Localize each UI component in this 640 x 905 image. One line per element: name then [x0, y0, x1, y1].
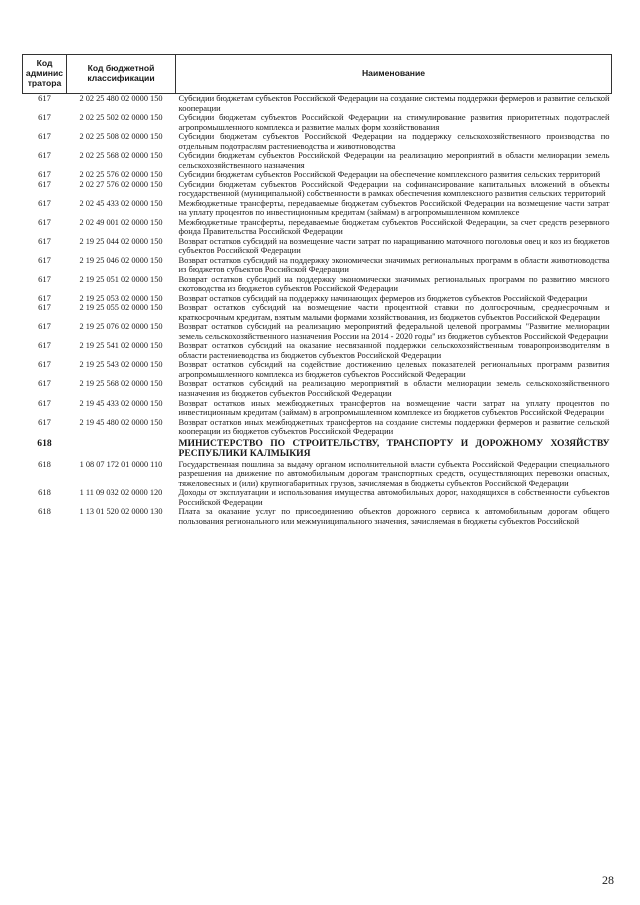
name-cell: Возврат остатков субсидий на поддержку экономически значимых региональных программ по развитию мясного скотоводства из бюджетов субъектов Российской Федерации [178, 273, 610, 294]
name-cell: Субсидии бюджетам субъектов Российской Федерации на софинансирование капитальных вложений в объекты государственной (муниципальной) собственности в рамках обеспечения комплексного развития сельских территорий [178, 178, 610, 199]
admin-code-cell: 617 [38, 93, 51, 103]
table-header-row [23, 55, 612, 94]
budget-code-cell: 2 19 45 480 02 0000 150 [79, 417, 163, 427]
admin-code-cell: 617 [38, 216, 51, 227]
table-row [23, 418, 612, 437]
name-cell: Возврат остатков субсидий на поддержку начинающих фермеров из бюджетов субъектов Российской Федерации [178, 292, 588, 303]
table-row [23, 132, 612, 151]
admin-code-cell: 618 [38, 487, 51, 498]
budget-code-cell: 2 19 45 433 02 0000 150 [79, 398, 163, 408]
admin-code-cell: 618 [38, 506, 51, 517]
admin-code-cell: 617 [38, 112, 51, 123]
admin-code-cell: 617 [38, 397, 51, 408]
name-cell: Субсидии бюджетам субъектов Российской Федерации на поддержку сельскохозяйственного производства по отдельным подотраслям растениеводства и животноводства [178, 131, 610, 151]
table-row [23, 218, 612, 237]
budget-code-cell: 2 19 25 076 02 0000 150 [79, 322, 163, 332]
budget-code-cell: 2 19 25 046 02 0000 150 [79, 255, 163, 265]
admin-code-cell: 617 [38, 340, 51, 351]
name-cell: МИНИСТЕРСТВО ПО СТРОИТЕЛЬСТВУ, ТРАНСПОРТУ И ДОРОЖНОМУ ХОЗЯЙСТВУ РЕСПУБЛИКИ КАЛМЫКИЯ [178, 437, 610, 460]
name-cell: Межбюджетные трансферты, передаваемые бюджетам субъектов Российской Федерации, за счет средств резервного фонда Правительства Российской Федерации [178, 216, 610, 237]
name-cell: Возврат остатков субсидий на возмещение части процентной ставки по долгосрочным, среднесрочным и краткосрочным кредитам, взятым малыми формами хозяйствования, из бюджетов субъектов Российской Федерации [178, 302, 610, 322]
name-cell: Субсидии бюджетам субъектов Российской Федерации на реализацию мероприятий в области мелиорации земель сельскохозяйственного назначения [178, 150, 610, 170]
name-cell: Возврат остатков иных межбюджетных трансфертов на создание системы поддержки фермеров и развитие сельской кооперации из бюджетов субъектов Российской Федерации [178, 416, 610, 437]
budget-code-cell: 2 19 25 044 02 0000 150 [79, 236, 163, 246]
page-number: 28 [602, 873, 614, 887]
table-row [23, 360, 612, 379]
admin-code-cell: 618 [38, 458, 51, 469]
name-cell: Субсидии бюджетам субъектов Российской Федерации на стимулирование развития приоритетных подотраслей агропромышленного комплекса и развитие малых форм хозяйствования [178, 112, 610, 132]
admin-code-cell: 617 [38, 169, 51, 180]
admin-code-cell: 617 [38, 292, 51, 303]
admin-code-cell: 617 [38, 150, 51, 161]
table-row [23, 303, 612, 322]
table-row [23, 399, 612, 418]
budget-code-cell: 1 13 01 520 02 0000 130 [79, 507, 163, 517]
budget-code-cell: 2 19 25 051 02 0000 150 [79, 274, 163, 284]
table-row [23, 488, 612, 507]
admin-code-cell: 617 [38, 359, 51, 370]
table-row [23, 460, 612, 489]
table-row [23, 379, 612, 398]
name-cell: Межбюджетные трансферты, передаваемые бюджетам субъектов Российской Федерации на возмещение части затрат на уплату процентов по инвестиционным кредитам (займам) в агропромышленном комплексе [178, 197, 610, 218]
name-cell: Возврат остатков субсидий на возмещение части затрат по наращиванию маточного поголовья овец и коз из бюджетов субъектов Российской Федерации [178, 235, 610, 256]
table-row [23, 275, 612, 294]
budget-code-cell: 2 02 25 576 02 0000 150 [79, 170, 163, 180]
table-row [23, 322, 612, 341]
name-cell: Возврат остатков субсидий на поддержку экономически значимых региональных программ в области животноводства из бюджетов субъектов Российской Федерации [178, 254, 610, 275]
admin-code-cell: 617 [38, 254, 51, 265]
admin-code-cell: 617 [38, 321, 51, 332]
budget-code-cell [67, 437, 176, 460]
table-row [23, 199, 612, 218]
table-row [23, 237, 612, 256]
admin-code-cell: 617 [38, 273, 51, 284]
table-row [23, 341, 612, 360]
name-cell: Субсидии бюджетам субъектов Российской Федерации на обеспечение комплексного развития сельских территорий [178, 169, 601, 180]
name-cell: Субсидии бюджетам субъектов Российской Федерации на создание системы поддержки фермеров и развитие сельской кооперации [178, 93, 610, 113]
name-cell: Возврат остатков субсидий на реализацию мероприятий федеральной целевой программы "Развитие мелиорации земель сельскохозяйственного назначения России на 2014 - 2020 годы" из бюджетов субъектов Российской Федерации [178, 321, 610, 341]
budget-code-cell: 2 19 25 541 02 0000 150 [79, 341, 163, 351]
budget-codes-table [22, 54, 612, 526]
budget-code-cell: 2 02 49 001 02 0000 150 [79, 217, 163, 227]
name-cell: Возврат остатков субсидий на содействие достижению целевых показателей региональных программ развития агропромышленного комплекса из бюджетов субъектов Российской Федерации [178, 359, 610, 379]
budget-code-cell: 2 02 45 433 02 0000 150 [79, 198, 163, 208]
admin-code-cell: 618 [37, 437, 52, 449]
admin-code-cell: 617 [38, 178, 51, 189]
budget-code-cell: 2 19 25 543 02 0000 150 [79, 360, 163, 370]
ministry-heading-row [23, 437, 612, 460]
table-row [23, 94, 612, 114]
table-row [23, 113, 612, 132]
budget-code-cell: 2 02 25 502 02 0000 150 [79, 113, 163, 123]
header-admin-code: Код админис тратора [23, 55, 67, 94]
budget-code-cell: 2 19 25 055 02 0000 150 [79, 303, 163, 313]
admin-code-cell: 617 [38, 302, 51, 313]
name-cell: Доходы от эксплуатации и использования имущества автомобильных дорог, находящихся в собственности субъектов Российской Федерации [178, 487, 610, 507]
document-page [22, 54, 612, 526]
budget-code-cell: 2 19 25 568 02 0000 150 [79, 379, 163, 389]
budget-code-cell: 1 11 09 032 02 0000 120 [79, 488, 163, 498]
name-cell: Возврат остатков субсидий на оказание несвязанной поддержки сельскохозяйственным товаропроизводителям в области растениеводства из бюджетов субъектов Российской Федерации [178, 340, 610, 360]
admin-code-cell: 617 [38, 416, 51, 427]
table-row [23, 180, 612, 199]
name-cell: Плата за оказание услуг по присоединению объектов дорожного сервиса к автомобильным дорогам общего пользования регионального или межмуниципального значения, зачисляемая в бюджеты субъектов Российской [178, 506, 610, 526]
admin-code-cell: 617 [38, 378, 51, 389]
admin-code-cell: 617 [38, 235, 51, 246]
table-row [23, 256, 612, 275]
admin-code-cell: 617 [38, 131, 51, 142]
name-cell: Возврат остатков иных межбюджетных трансфертов на возмещение части затрат на уплату процентов по инвестиционным кредитам (займам) в агропромышленном комплексе из бюджетов субъектов Российской Федерации [178, 397, 610, 418]
table-row [23, 507, 612, 526]
budget-code-cell: 1 08 07 172 01 0000 110 [79, 459, 163, 469]
budget-code-cell: 2 02 27 576 02 0000 150 [79, 179, 163, 189]
admin-code-cell: 617 [38, 197, 51, 208]
name-cell: Государственная пошлина за выдачу органом исполнительной власти субъекта Российской Федерации специального разрешения на движение по автомобильным дорогам транспортных средств, осуществляющих перевозки опасных, тяжеловесных и (или) крупногабаритных грузов, зачисляемая в бюджеты субъектов Российской Федерации [178, 458, 610, 488]
budget-code-cell: 2 02 25 508 02 0000 150 [79, 132, 163, 142]
header-name: Наименование [176, 55, 612, 94]
name-cell: Возврат остатков субсидий на реализацию мероприятий в области мелиорации земель сельскохозяйственного назначения из бюджетов субъектов Российской Федерации [178, 378, 610, 398]
table-row [23, 151, 612, 170]
budget-code-cell: 2 19 25 053 02 0000 150 [79, 293, 163, 303]
table-body [23, 94, 612, 527]
header-budget-code: Код бюджетной классификации [67, 55, 176, 94]
budget-code-cell: 2 02 25 568 02 0000 150 [79, 151, 163, 161]
budget-code-cell: 2 02 25 480 02 0000 150 [79, 94, 163, 103]
